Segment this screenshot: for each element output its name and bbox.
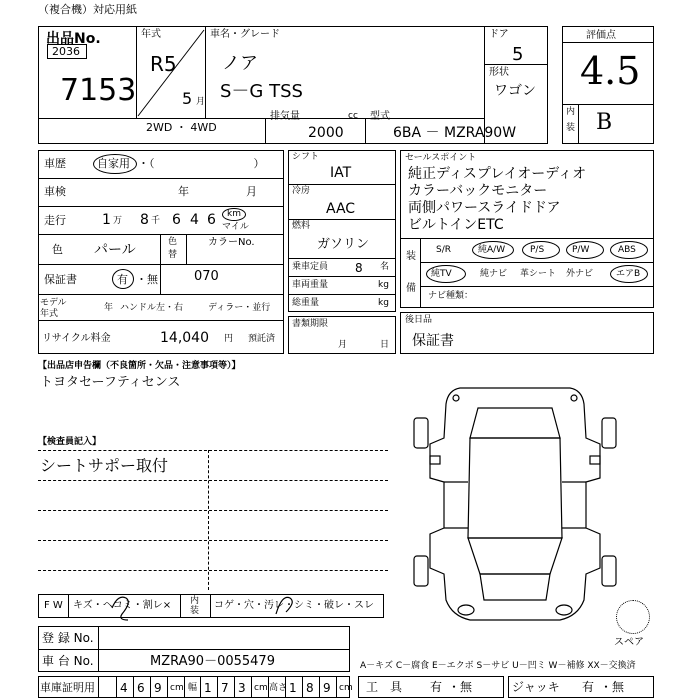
year-label: 年式 <box>141 29 161 40</box>
sales-line-2: カラーバックモニター <box>408 183 548 199</box>
sales-line-4: ビルトインETC <box>408 217 504 233</box>
displacement-unit: cc <box>348 111 358 121</box>
after-date-label: 後日品 <box>405 315 433 325</box>
lot-sub-number: 2036 <box>52 45 80 58</box>
doors-value: 5 <box>512 44 524 65</box>
gross-unit: kg <box>378 298 389 308</box>
cert-wid-1: 1 <box>204 681 212 695</box>
tools-yes: 有 <box>430 680 443 694</box>
cert-hei-unit: cm <box>339 683 353 693</box>
tools-no: ・無 <box>448 680 473 694</box>
color-value: パール <box>94 242 136 258</box>
cert-len-2: 6 <box>137 681 145 695</box>
model-year-year: 年 <box>104 303 114 313</box>
type-value: 6BA － MZRA90W <box>393 125 517 141</box>
equip-label-1: 装 <box>406 251 416 262</box>
capacity-unit: 名 <box>380 262 390 272</box>
seller-notes-label: 【出品店申告欄（不良箇所・欠品・注意事項等）】 <box>38 361 241 371</box>
docs-deadline-month: 月 <box>338 340 348 350</box>
cert-height-label: 高さ <box>269 683 288 693</box>
equip-ext-navi: 外ナビ <box>566 269 594 279</box>
color-code: 070 <box>194 269 219 284</box>
cert-width-label: 幅 <box>188 683 198 693</box>
cert-hei-1: 1 <box>289 681 297 695</box>
equip-ps: P/S <box>530 245 545 255</box>
cert-hei-3: 9 <box>323 681 331 695</box>
cert-wid-2: 7 <box>221 681 229 695</box>
model-year-label-2: 年式 <box>40 309 59 319</box>
model-name: ノア <box>222 53 258 74</box>
equip-tv: 純TV <box>431 269 452 279</box>
damage-legend: A－キズ C－腐食 E－エクボ S－サビ U－凹ミ W－補修 XX－交換済 <box>360 661 636 671</box>
jack-yes: 有 <box>582 680 595 694</box>
details-table <box>38 150 284 354</box>
equip-leather: 革シート <box>520 269 557 279</box>
model-year-label-1: モデル <box>40 298 67 308</box>
inspection-month-unit: 月 <box>246 185 257 198</box>
lot-number: 7153 <box>60 73 137 108</box>
grade-name: S－G TSS <box>220 81 303 102</box>
color-label: 色 <box>52 243 63 256</box>
cert-hei-2: 8 <box>306 681 314 695</box>
fw-handwritten-mark <box>108 590 138 624</box>
score-value: 4.5 <box>580 49 641 93</box>
cert-len-1: 4 <box>120 681 128 695</box>
name-label: 車名・グレード <box>210 29 280 40</box>
recycle-value: 14,040 <box>160 330 209 346</box>
shift-value: IAT <box>330 165 352 181</box>
year-month: 5 <box>182 89 193 108</box>
lot-label: 出品No. <box>46 31 101 47</box>
cert-wid-3: 3 <box>238 681 246 695</box>
inspection-label: 車検 <box>44 185 66 198</box>
header-note: （複合機）対応用紙 <box>38 3 137 16</box>
interior-label-1: 内 <box>566 107 576 117</box>
color-change-label-1: 色 <box>168 237 178 247</box>
cert-len-3: 9 <box>154 681 162 695</box>
tools-label: 工 具 <box>366 680 403 694</box>
history-rest: ・（ ） <box>138 157 265 170</box>
equip-navi: 純ナビ <box>480 269 508 279</box>
recycle-label: リサイクル料金 <box>42 333 111 344</box>
history-own: 自家用 <box>97 157 130 170</box>
shift-label: シフト <box>292 152 320 162</box>
jack-no: ・無 <box>600 680 625 694</box>
shape-label: 形状 <box>489 67 509 78</box>
inspector-label: 【検査員記入】 <box>38 437 102 447</box>
mileage-sen: 千 <box>151 216 161 226</box>
fuel-value: ガソリン <box>317 237 370 252</box>
shape-value: ワゴン <box>494 83 536 99</box>
sales-line-3: 両側パワースライドドア <box>408 200 561 216</box>
weight-unit: kg <box>378 280 389 290</box>
capacity-label: 乗車定員 <box>292 262 329 272</box>
fw-label2-2: 装 <box>190 606 200 616</box>
cert-wid-unit: cm <box>254 683 268 693</box>
equip-label-2: 備 <box>406 283 416 294</box>
warranty-no: ・無 <box>136 273 158 286</box>
recycle-deposit: 預託済 <box>248 334 276 344</box>
fw-items: キズ・ヘコミ・割レ× <box>73 600 172 611</box>
fw-label: F W <box>44 600 63 611</box>
docs-deadline-day: 日 <box>380 340 390 350</box>
displacement-label: 排気量 <box>270 111 300 122</box>
year-month-unit: 月 <box>196 97 206 107</box>
mileage-man: 万 <box>113 216 123 226</box>
fw-handwritten-mark-2 <box>270 588 300 622</box>
drive-label: 2WD ・ 4WD <box>146 121 217 134</box>
equip-pw: P/W <box>572 245 590 255</box>
cert-len-unit: cm <box>170 683 184 693</box>
sales-label: セールスポイント <box>405 153 477 163</box>
doors-label: ドア <box>489 29 509 40</box>
equip-sr: S/R <box>436 245 451 255</box>
ac-value: AAC <box>326 201 356 217</box>
ac-label: 冷房 <box>292 186 311 196</box>
warranty-label: 保証書 <box>44 273 77 286</box>
equip-airbag: エアB <box>616 269 641 279</box>
year-era: R5 <box>150 52 177 76</box>
mileage-digit-4: 4 <box>190 212 199 228</box>
chassis-label: 車 台 No. <box>42 654 94 668</box>
certificate-label: 車庫証明用 <box>40 681 95 694</box>
interior-label-2: 装 <box>566 123 576 133</box>
fuel-label: 燃料 <box>292 221 311 231</box>
chassis-value: MZRA90－0055479 <box>150 654 275 669</box>
weight-label: 車両重量 <box>292 280 329 290</box>
seller-notes-text: トヨタセーフティセンス <box>40 375 181 390</box>
color-change-label-2: 替 <box>168 250 178 260</box>
car-diagram <box>400 378 630 628</box>
mileage-label: 走行 <box>44 214 66 227</box>
inspection-year-unit: 年 <box>178 185 189 198</box>
displacement-value: 2000 <box>308 125 344 141</box>
mileage-digit-5: 6 <box>207 212 216 228</box>
mileage-mile: マイル <box>222 222 249 232</box>
fw-label2-1: 内 <box>190 596 200 606</box>
warranty-yes: 有 <box>117 273 128 286</box>
mileage-digit-1: 1 <box>102 212 111 228</box>
type-label: 型式 <box>370 111 390 122</box>
mileage-digit-2: 8 <box>140 212 149 228</box>
fw-items2: コゲ・穴・汚レ・シミ・破レ・スレ <box>214 600 374 611</box>
mileage-digit-3: 6 <box>172 212 181 228</box>
model-year-dealer: ディラー・並行 <box>208 303 271 313</box>
after-date-value: 保証書 <box>412 333 454 349</box>
history-label: 車歴 <box>44 157 66 170</box>
interior-score: B <box>596 110 613 135</box>
capacity-value: 8 <box>355 261 363 275</box>
recycle-unit: 円 <box>224 334 234 344</box>
registration-label: 登 録 No. <box>42 631 94 645</box>
equip-abs: ABS <box>618 245 636 255</box>
model-year-handle: ハンドル <box>120 303 157 313</box>
inspector-note: シートサポー取付 <box>40 456 169 475</box>
docs-deadline-label: 書類期限 <box>292 319 329 329</box>
sales-line-1: 純正ディスプレイオーディオ <box>408 166 587 182</box>
mileage-km: km <box>227 209 241 219</box>
equip-navi-type: ナビ種類： <box>428 291 474 301</box>
jack-label: ジャッキ <box>512 680 560 694</box>
spare-label: スペア <box>614 637 644 648</box>
color-code-label: カラーNo. <box>208 237 255 248</box>
gross-label: 総重量 <box>292 298 320 308</box>
equip-aw: 純A/W <box>478 245 506 255</box>
score-label: 評価点 <box>586 30 616 41</box>
model-year-lr: 左・右 <box>156 303 184 313</box>
